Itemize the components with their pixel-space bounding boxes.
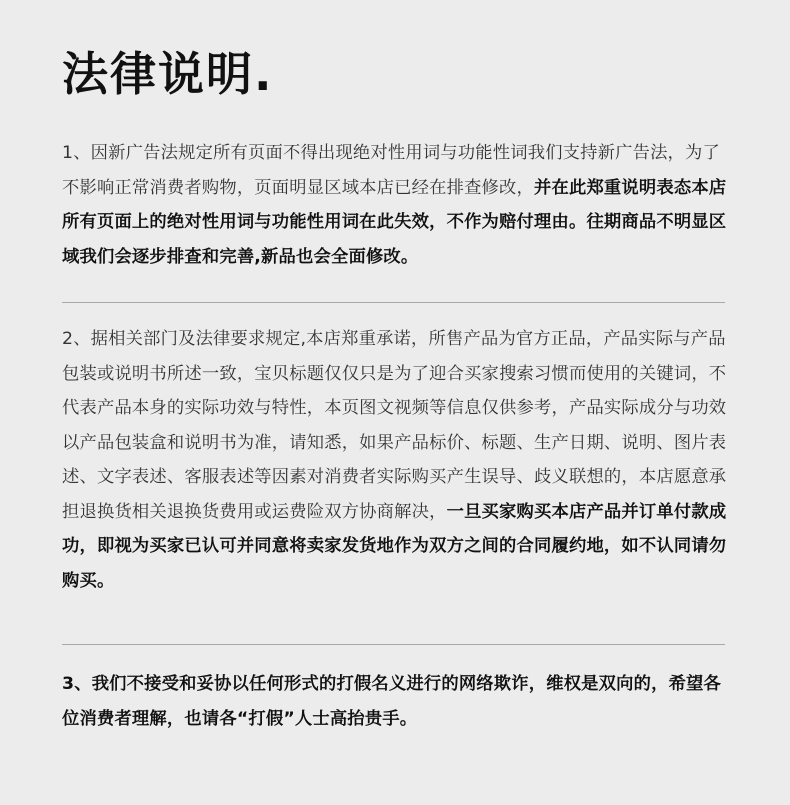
notice-paragraph-3 <box>62 667 727 736</box>
section-divider-2 <box>62 644 725 645</box>
section-divider-1 <box>62 302 725 303</box>
notice-section-3 <box>62 667 727 736</box>
notice-section-1 <box>62 136 727 274</box>
paragraph-2-text: 2、据相关部门及法律要求规定,本店郑重承诺，所售产品为官方正品，产品实际与产品包装或说明书所述一致，宝贝标题仅仅只是为了迎合买家搜索习惯而使用的关键词，不代表产品本身的实际功效与特性，本页图文视频等信息仅供参考，产品实际成分与功效以产品包装盒和说明书为准，请知悉，如果产品标价、标题、生产日期、说明、图片表述、文字表述、客服表述等因素对消费者实际购买产生误导、歧义联想的，本店愿意承担退换货相关退换货费用或运费险双方协商解决， <box>62 329 727 522</box>
paragraph-2-emphasis: 一旦买家购买本店产品并订单付款成功，即视为买家已认可并同意将卖家发货地作为双方之间的合同履约地，如不认同请勿购买。 <box>62 501 727 591</box>
paragraph-1-text: 1、因新广告法规定所有页面不得出现绝对性用词与功能性词我们支持新广告法，为了不影响正常消费者购物，页面明显区域本店已经在排查修改， <box>62 143 721 198</box>
notice-section-2 <box>62 322 727 598</box>
page-title: 法律说明. <box>62 47 274 101</box>
notice-paragraph-1 <box>62 136 727 274</box>
notice-paragraph-2 <box>62 322 727 598</box>
paragraph-1-emphasis: 并在此郑重说明表态本店所有页面上的绝对性用词与功能性用词在此失效，不作为赔付理由。往期商品不明显区域我们会逐步排查和完善,新品也会全面修改。 <box>62 177 727 267</box>
paragraph-3-emphasis: 3、我们不接受和妥协以任何形式的打假名义进行的网络欺诈，维权是双向的，希望各位消费者理解，也请各“打假”人士高抬贵手。 <box>62 674 722 729</box>
